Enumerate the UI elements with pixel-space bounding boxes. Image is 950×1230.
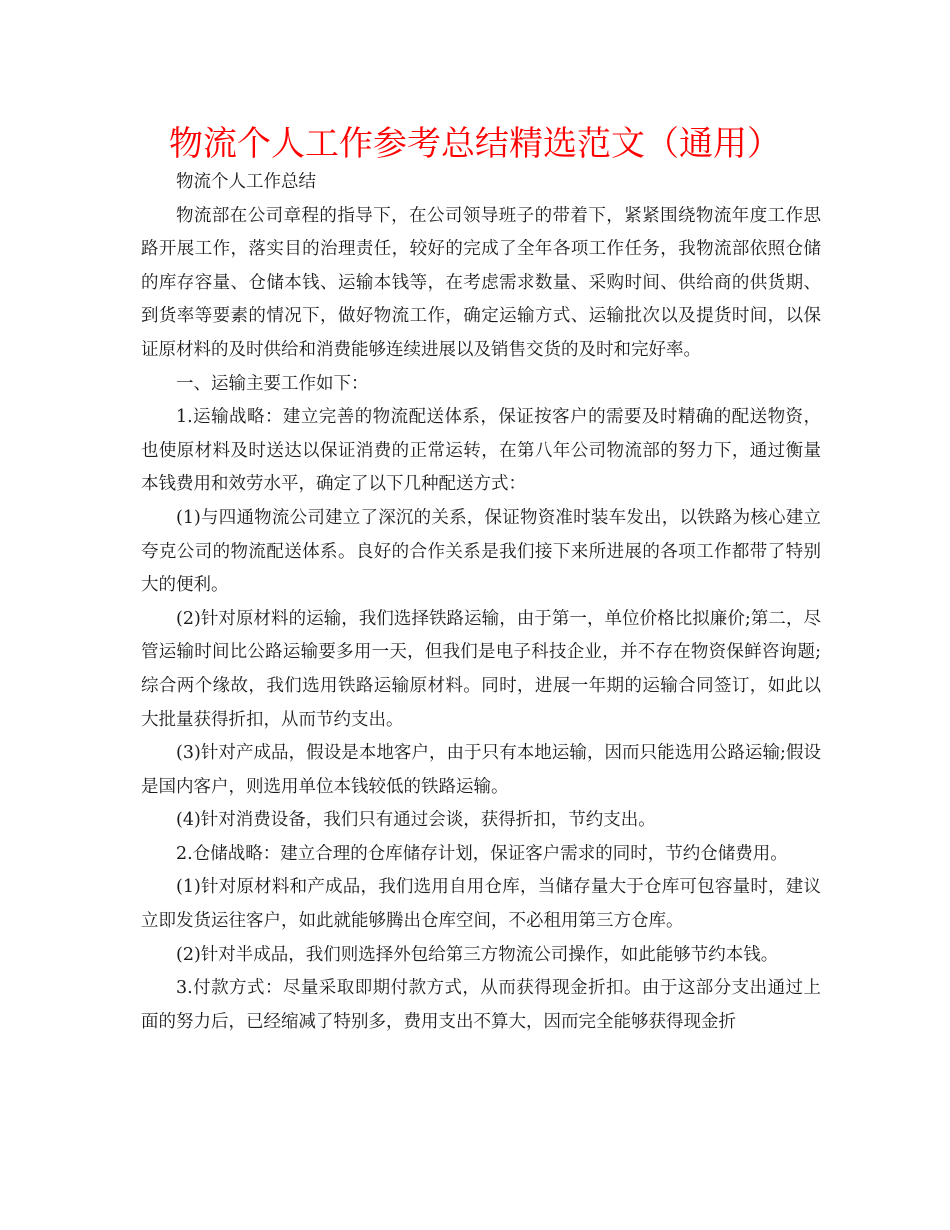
body-paragraph: (3)针对产成品，假设是本地客户，由于只有本地运输，因而只能选用公路运输;假设是国内客户，则选用单位本钱较低的铁路运输。: [141, 743, 821, 797]
body-paragraph: 物流部在公司章程的指导下，在公司领导班子的带着下，紧紧围绕物流年度工作思路开展工作，落实目的治理责任，较好的完成了全年各项工作任务，我物流部依照仓储的库存容量、仓储本钱、运输本钱等，在考虑需求数量、采购时间、供给商的供货期、到货率等要素的情况下，做好物流工作，确定运输方式、运输批次以及提货时间，以保证原材料的及时供给和消费能够连续进展以及销售交货的及时和完好率。: [141, 205, 821, 360]
document-body: [141, 166, 821, 1039]
document-title: 物流个人工作参考总结精选范文（通用）: [169, 124, 781, 164]
subtitle-paragraph: 物流个人工作总结: [176, 172, 316, 192]
body-paragraph: 2.仓储战略：建立合理的仓库储存计划，保证客户需求的同时，节约仓储费用。: [176, 843, 788, 864]
body-paragraph: 3.付款方式：尽量采取即期付款方式，从而获得现金折扣。由于这部分支出通过上面的努力后，已经缩减了特别多，费用支出不算大，因而完全能够获得现金折: [141, 978, 821, 1032]
body-paragraph: (4)针对消费设备，我们只有通过会谈，获得折扣，节约支出。: [176, 810, 656, 831]
body-paragraph: 1.运输战略：建立完善的物流配送体系，保证按客户的需要及时精确的配送物资，也使原材料及时送达以保证消费的正常运转，在第八年公司物流部的努力下，通过衡量本钱费用和效劳水平，确定了以下几种配送方式：: [141, 407, 821, 495]
body-paragraph: (1)与四通物流公司建立了深沉的关系，保证物资准时装车发出，以铁路为核心建立夸克公司的物流配送体系。良好的合作关系是我们接下来所进展的各项工作都带了特别大的便利。: [141, 507, 821, 596]
body-paragraph: (1)针对原材料和产成品，我们选用自用仓库，当储存量大于仓库可包容量时，建议立即发货运往客户，如此就能够腾出仓库空间，不必租用第三方仓库。: [141, 877, 821, 932]
body-paragraph: (2)针对原材料的运输，我们选择铁路运输，由于第一，单位价格比拟廉价;第二，尽管运输时间比公路运输要多用一天，但我们是电子科技企业，并不存在物资保鲜咨询题;综合两个缘故，我们选用铁路运输原材料。同时，进展一年期的运输合同签订，如此以大批量获得折扣，从而节约支出。: [141, 608, 821, 730]
section-heading: 一、运输主要工作如下：: [176, 373, 369, 394]
body-paragraph: (2)针对半成品，我们则选择外包给第三方物流公司操作，如此能够节约本钱。: [176, 944, 779, 965]
